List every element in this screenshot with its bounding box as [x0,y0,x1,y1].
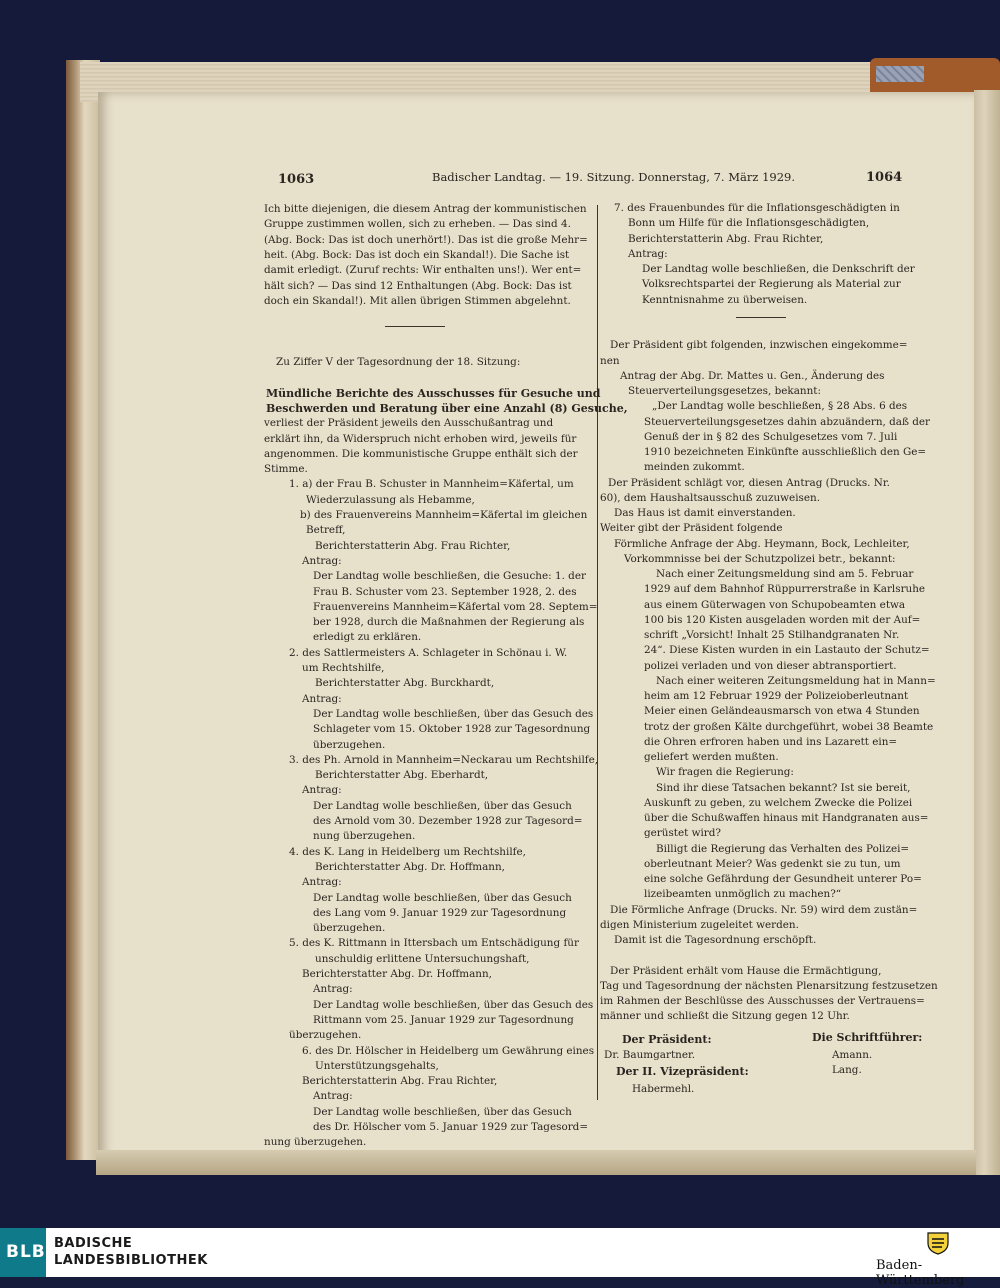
right_column-line: oberleutnant Meier? Was gedenkt sie zu tun, um [644,857,901,870]
right_column-line: lizeibeamten unmöglich zu machen?“ [644,888,842,901]
left_column-line: des Lang vom 9. Januar 1929 zur Tagesordnung [313,906,567,919]
left_column-line: Wiederzulassung als Hebamme, [306,493,475,506]
right_column-line: „Der Landtag wolle beschließen, § 28 Abs. 6 des [652,400,908,413]
right_column-line: Das Haus ist damit einverstanden. [614,507,796,519]
left_column-line: um Rechtshilfe, [302,662,385,674]
left_column-line: damit erledigt. (Zuruf rechts: Wir enthalten uns!). Wer ent= [264,264,582,277]
left_column-line: Frauenvereins Mannheim=Käfertal vom 28. Septem= [313,600,598,613]
president-label: Der Präsident: [622,1033,712,1046]
right_column-line: männer und schließt die Sitzung gegen 12 Uhr. [600,1010,850,1023]
right_column-line: Sind ihr diese Tatsachen bekannt? Ist sie bereit, [656,781,911,794]
left_column-line: Berichterstatter Abg. Eberhardt, [315,769,489,782]
right_column-line: aus einem Güterwagen von Schupobeamten etwa [644,598,906,611]
bookmark-ribbon [876,66,924,82]
coat-of-arms-icon [925,1231,951,1255]
left_column-line: 1. a) der Frau B. Schuster in Mannheim=Käfertal, um [289,478,574,491]
right_column-line: Antrag: [628,247,668,260]
right_column-line: Antrag der Abg. Dr. Mattes u. Gen., Änderung des [620,369,885,382]
left_column-line: Berichterstatterin Abg. Frau Richter, [302,1075,498,1088]
right_column-line: Die Förmliche Anfrage (Drucks. Nr. 59) wird dem zustän= [610,903,918,916]
right_column-line: Auskunft zu geben, zu welchem Zwecke die Polizei [644,796,913,809]
running-title: Badischer Landtag. — 19. Sitzung. Donnerstag, 7. März 1929. [432,170,795,184]
left_column-line: doch ein Skandal!). Mit allen übrigen Stimmen abgelehnt. [264,294,571,307]
right_column-line: im Rahmen der Beschlüsse des Ausschusses der Vertrauens= [600,995,925,1007]
left_column-line: 5. des K. Rittmann in Ittersbach um Entschädigung für [289,937,579,950]
right_column-line: Wir fragen die Regierung: [656,766,794,779]
left_column-line: b) des Frauenvereins Mannheim=Käfertal im gleichen [300,509,588,521]
left_column-line: Betreff, [306,524,346,537]
right_column-line: schrift „Vorsicht! Inhalt 25 Stilhandgranaten Nr. [644,629,900,641]
left-page-number: 1063 [278,172,315,187]
left_column-line: überzugehen. [313,922,386,935]
left_column-line: überzugehen. [313,738,386,751]
secretary-2-name: Lang. [832,1064,862,1076]
right_column-line: trotz der großen Kälte durchgeführt, wobei 38 Beamte [644,720,934,733]
left_column-line: Der Landtag wolle beschließen, über das Gesuch [313,1105,572,1118]
left_column-line: Zu Ziffer V der Tagesordnung der 18. Sitzung: [276,356,521,368]
right_column-line: 1910 bezeichneten Einkünfte ausschließlich den Ge= [644,446,927,458]
vice-president-name: Habermehl. [632,1083,695,1095]
right_column-line: Nach einer Zeitungsmeldung sind am 5. Februar [656,568,914,580]
left_column-line: Unterstützungsgehalts, [315,1059,439,1072]
left_column-line: Antrag: [313,1090,353,1103]
left_column-line: erledigt zu erklären. [313,631,422,644]
left_column-line: Gruppe zustimmen wollen, sich zu erheben. — Das sind 4. [264,218,571,231]
left_column-line: Stimme. [264,463,308,476]
right_column-line: Volksrechtspartei der Regierung als Material zur [642,278,901,291]
left_column-line: hält sich? — Das sind 12 Enthaltungen (Abg. Bock: Das ist [264,279,572,292]
right-page-number: 1064 [866,170,903,185]
left_column-line: Berichterstatter Abg. Burckhardt, [315,677,495,690]
right_column-line: digen Ministerium zugeleitet werden. [600,918,799,931]
right_column-line: Vorkommnisse bei der Schutzpolizei betr., bekannt: [624,552,896,565]
right_column-line: Berichterstatterin Abg. Frau Richter, [628,232,824,245]
right_column-line: 7. des Frauenbundes für die Inflationsgeschädigten in [614,202,900,214]
left_column-line: Der Landtag wolle beschließen, über das Gesuch des [313,707,594,720]
section-rule-right [736,317,786,318]
left_column-line: Antrag: [302,554,342,567]
blb-logo-text: BLB [6,1242,46,1262]
left_column-line: Beschwerden und Beratung über eine Anzahl (8) Gesuche, [266,401,628,415]
library-footer [0,1228,1000,1288]
right_column-line: Nach einer weiteren Zeitungsmeldung hat in Mann= [656,674,936,687]
left_column-line: 4. des K. Lang in Heidelberg um Rechtshilfe, [289,845,526,858]
left_column-line: Berichterstatterin Abg. Frau Richter, [315,539,511,552]
right_column-line: die Ohren erfroren haben und ins Lazarett ein= [644,735,898,748]
left_column-line: nung überzugehen. [264,1136,367,1149]
page-right-edge [974,90,1000,1175]
left_column-line: Antrag: [302,876,342,889]
right_column-line: 24“. Diese Kisten wurden in ein Lastauto der Schutz= [644,644,930,657]
right_column-line: Steuerverteilungsgesetzes, bekannt: [628,385,821,397]
left_column-line: ber 1928, durch die Maßnahmen der Regierung als [313,616,585,629]
right_column-line: 60), dem Haushaltsausschuß zuzuweisen. [600,491,821,504]
right_column-line: Meier einen Geländeausmarsch von etwa 4 Stunden [644,705,920,718]
left_column-line: 3. des Ph. Arnold in Mannheim=Neckarau um Rechtshilfe, [289,753,599,766]
left_column-line: des Arnold vom 30. Dezember 1928 zur Tagesord= [313,815,583,827]
left_column-line: Der Landtag wolle beschließen, über das Gesuch des [313,998,594,1011]
secretary-1-name: Amann. [832,1049,873,1061]
book-fore-edge [66,60,100,1160]
right_column-line: eine solche Gefährdung der Gesundheit unterer Po= [644,873,922,885]
right_column-line: Billigt die Regierung das Verhalten des Polizei= [656,842,910,855]
left_column-line: angenommen. Die kommunistische Gruppe enthält sich der [264,447,578,460]
left_column-line: Berichterstatter Abg. Dr. Hoffmann, [302,968,492,980]
left_column-line: verliest der Präsident jeweils den Ausschußantrag und [264,417,554,430]
right_column-line: Tag und Tagesordnung der nächsten Plenarsitzung festzusetzen [600,979,938,992]
right_column-line: geliefert werden mußten. [644,751,779,763]
right_column-line: 1929 auf dem Bahnhof Rüppurrerstraße in Karlsruhe [644,583,926,596]
left_column-line: Mündliche Berichte des Ausschusses für Gesuche und [266,386,601,400]
state-name: Baden-Württemberg [876,1258,965,1288]
left_column-line: Der Landtag wolle beschließen, über das Gesuch [313,799,572,812]
blb-logo[interactable] [0,1228,46,1277]
library-name-line2: LANDESBIBLIOTHEK [54,1253,208,1268]
left_column-line: nung überzugehen. [313,830,416,843]
right_column-line: Der Präsident schlägt vor, diesen Antrag (Drucks. Nr. [608,476,890,489]
right_column-line: Kenntnisnahme zu überweisen. [642,293,808,306]
library-name-line1: BADISCHE [54,1236,133,1251]
right_column-line: 100 bis 120 Kisten ausgeladen worden mit der Auf= [644,613,921,626]
right_column-line: Weiter gibt der Präsident folgende [600,522,783,535]
page-bottom-edge [96,1150,976,1175]
section-rule-left [385,326,445,327]
left_column-line: überzugehen. [289,1029,362,1042]
left_column-line: Berichterstatter Abg. Dr. Hoffmann, [315,860,505,873]
left_column-line: Rittmann vom 25. Januar 1929 zur Tagesordnung [313,1013,574,1026]
column-divider [597,205,598,1100]
left_column-line: Der Landtag wolle beschließen, die Gesuche: 1. der [313,570,586,583]
left_column-line: unschuldig erlittene Untersuchungshaft, [315,952,530,965]
left_column-line: 6. des Dr. Hölscher in Heidelberg um Gewährung eines [302,1044,595,1057]
left_column-line: (Abg. Bock: Das ist doch unerhört!). Das ist die große Mehr= [264,233,588,246]
right_column-line: Der Landtag wolle beschließen, die Denkschrift der [642,263,915,275]
left_column-line: Ich bitte diejenigen, die diesem Antrag der kommunistischen [264,203,587,215]
left_column-line: Frau B. Schuster vom 23. September 1928, 2. des [313,585,577,598]
left_column-line: Antrag: [302,784,342,797]
right_column-line: gerüstet wird? [644,827,722,840]
right_column-line: Genuß der in § 82 des Schulgesetzes vom 7. Juli [644,430,898,443]
right_column-line: Steuerverteilungsgesetzes dahin abzuändern, daß der [644,415,930,428]
left_column-line: Der Landtag wolle beschließen, über das Gesuch [313,891,572,904]
vice-president-label: Der II. Vizepräsident: [616,1065,749,1078]
president-name: Dr. Baumgartner. [604,1049,696,1061]
left_column-line: erklärt ihn, da Widerspruch nicht erhoben wird, jeweils für [264,432,577,445]
right_column-line: Damit ist die Tagesordnung erschöpft. [614,934,817,946]
left_column-line: 2. des Sattlermeisters A. Schlageter in Schönau i. W. [289,646,568,659]
left_column-line: Antrag: [313,983,353,996]
secretaries-label: Die Schriftführer: [812,1031,923,1044]
right_column-line: über die Schußwaffen hinaus mit Handgranaten aus= [644,812,929,824]
left_column-line: Antrag: [302,692,342,705]
right_column-line: Förmliche Anfrage der Abg. Heymann, Bock, Lechleiter, [614,537,910,550]
right_column-line: Bonn um Hilfe für die Inflationsgeschädigten, [628,217,870,230]
right_column-line: meinden zukommt. [644,461,745,474]
right_column-line: heim am 12 Februar 1929 der Polizeioberleutnant [644,690,909,702]
left_column-line: Schlageter vom 15. Oktober 1928 zur Tagesordnung [313,723,591,736]
right_column-line: Der Präsident gibt folgenden, inzwischen eingekomme= [610,339,908,352]
left_column-line: des Dr. Hölscher vom 5. Januar 1929 zur Tagesord= [313,1121,589,1133]
right_column-line: Der Präsident erhält vom Hause die Ermächtigung, [610,964,882,977]
right_column-line: polizei verladen und von dieser abtransportiert. [644,659,897,672]
right_column-line: nen [600,354,620,367]
left_column-line: heit. (Abg. Bock: Das ist doch ein Skandal!). Die Sache ist [264,248,570,261]
